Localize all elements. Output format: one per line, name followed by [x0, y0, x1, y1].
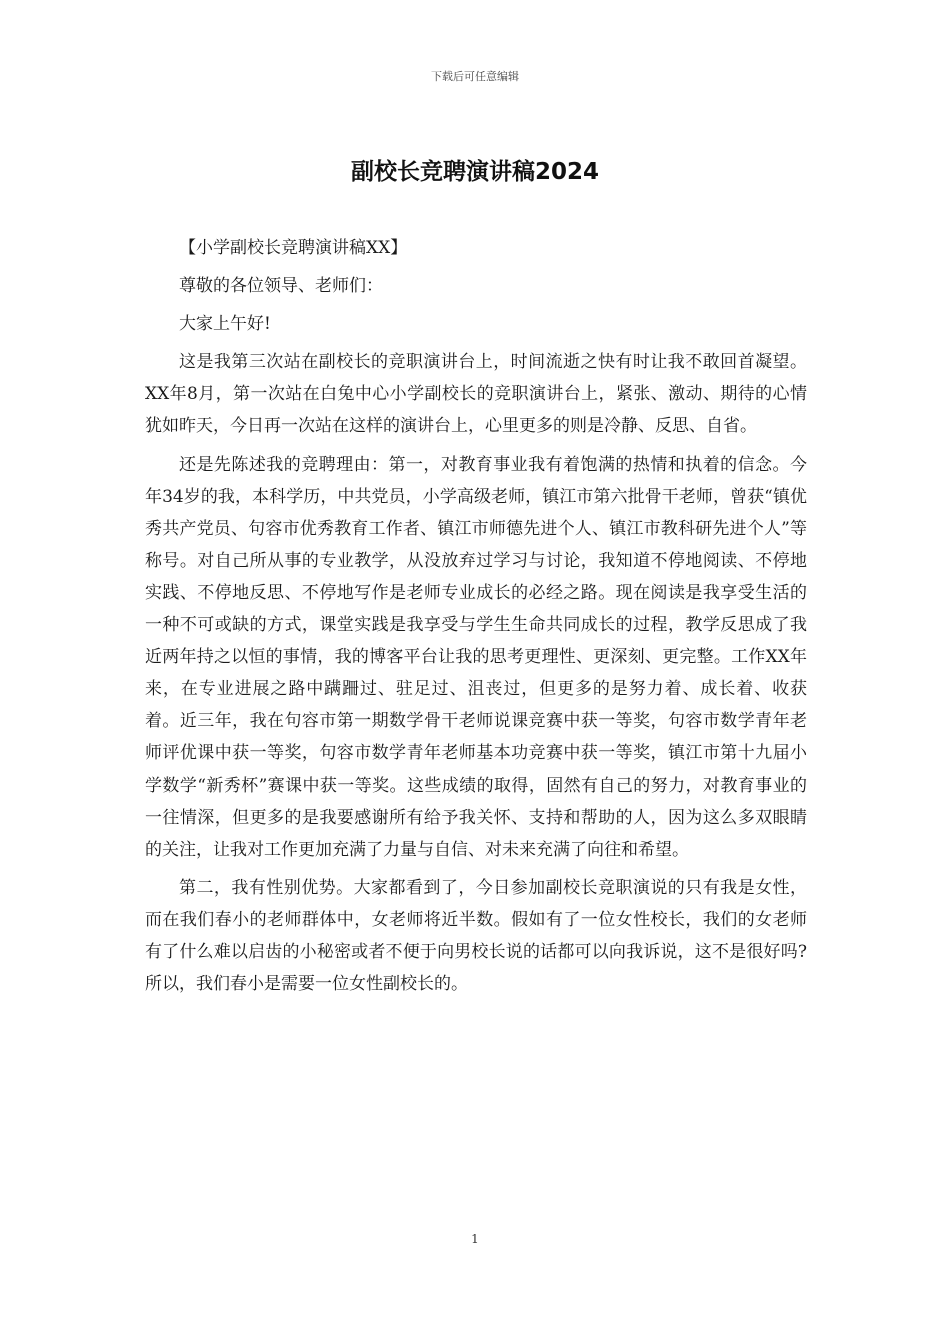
paragraph-salutation: 尊敬的各位领导、老师们：	[179, 276, 383, 297]
header-note: 下载后可任意编辑	[431, 70, 519, 83]
document-title: 副校长竞聘演讲稿2024	[350, 159, 599, 185]
document-body	[145, 232, 807, 1006]
paragraph-reason-two: 第二，我有性别优势。大家都看到了，今日参加副校长竞职演说的只有我是女性，而在我们春小的老师群体中，女老师将近半数。假如有了一位女性校长，我们的女老师有了什么难以启齿的小秘密或者不便于向男校长说的话都可以向我诉说，这不是很好吗?所以，我们春小是需要一位女性副校长的。	[145, 877, 807, 995]
paragraph-intro: 这是我第三次站在副校长的竞职演讲台上，时间流逝之快有时让我不敢回首凝望。XX年8月，第一次站在白兔中心小学副校长的竞职演讲台上，紧张、激动、期待的心情犹如昨天，今日再一次站在这样的演讲台上，心里更多的则是冷静、反思、自省。	[145, 352, 807, 437]
page-number: 1	[471, 1232, 479, 1246]
paragraph-greeting: 大家上午好!	[179, 314, 271, 335]
paragraph-subtitle: 【小学副校长竞聘演讲稿XX】	[179, 238, 408, 258]
paragraph-reason-one: 还是先陈述我的竞聘理由：第一，对教育事业我有着饱满的热情和执着的信念。今年34岁的我，本科学历，中共党员，小学高级老师，镇江市第六批骨干老师，曾获“镇优秀共产党员、句容市优秀教育工作者、镇江市师德先进个人、镇江市教科研先进个人”等称号。对自己所从事的专业教学，从没放弃过学习与讨论，我知道不停地阅读、不停地实践、不停地反思、不停地写作是老师专业成长的必经之路。现在阅读是我享受生活的一种不可或缺的方式，课堂实践是我享受与学生生命共同成长的过程，教学反思成了我近两年持之以恒的事情，我的博客平台让我的思考更理性、更深刻、更完整。工作XX年来，在专业进展之路中蹒跚过、驻足过、沮丧过，但更多的是努力着、成长着、收获着。近三年，我在句容市第一期数学骨干老师说课竞赛中获一等奖，句容市数学青年老师评优课中获一等奖，句容市数学青年老师基本功竞赛中获一等奖，镇江市第十九届小学数学“新秀杯”赛课中获一等奖。这些成绩的取得，固然有自己的努力，对教育事业的一往情深，但更多的是我要感谢所有给予我关怀、支持和帮助的人，因为这么多双眼睛的关注，让我对工作更加充满了力量与自信、对未来充满了向往和希望。	[145, 454, 807, 860]
